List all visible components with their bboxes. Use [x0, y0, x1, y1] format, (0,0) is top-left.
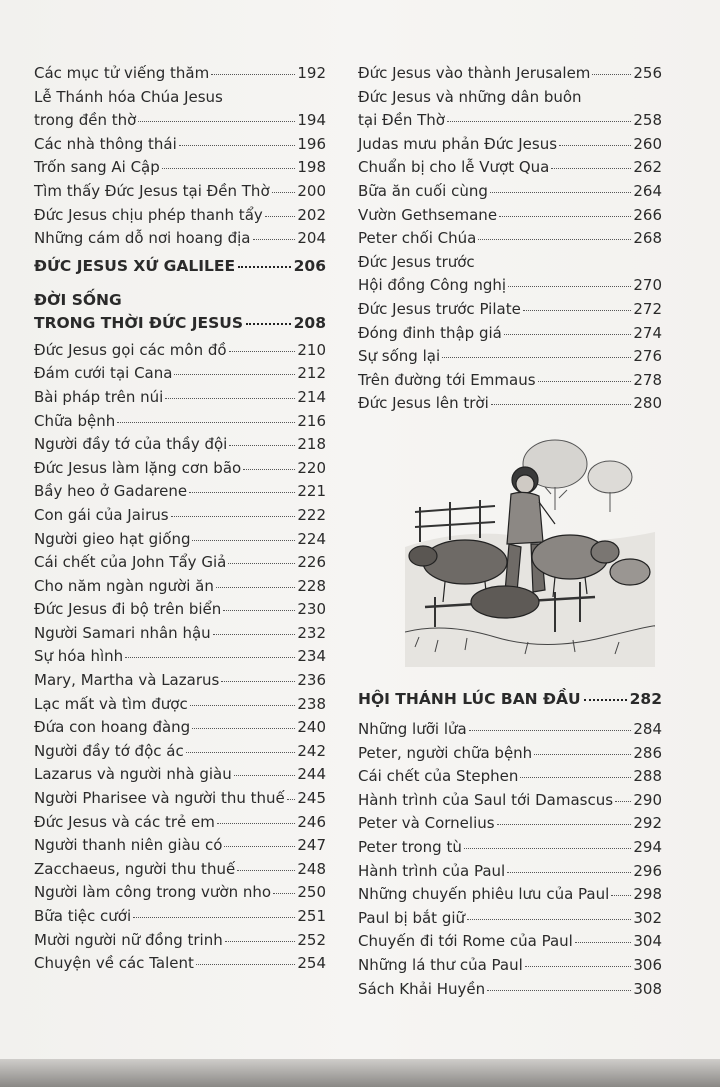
toc-entry-page: 218: [297, 435, 326, 454]
toc-entry: [358, 718, 662, 742]
toc-entry-page: 202: [297, 205, 326, 224]
toc-entry-title: Những cám dỗ nơi hoang địa: [34, 229, 251, 248]
toc-entry: [34, 457, 326, 481]
toc-entry-title: Đóng đinh thập giá: [358, 323, 502, 342]
toc-entry-page: 238: [297, 694, 326, 713]
toc-entry-title: Mary, Martha và Lazarus: [34, 671, 220, 690]
toc-entry-title: Peter trong tù: [358, 837, 462, 856]
toc-entry-title: Cái chết của John Tẩy Giả: [34, 553, 227, 572]
dot-leader: [179, 145, 296, 146]
section-page: 208: [293, 313, 326, 332]
toc-entry-title-line1: Lễ Thánh hóa Chúa Jesus: [34, 87, 223, 106]
toc-entry-page: 200: [297, 181, 326, 200]
toc-entry-title: Đức Jesus làm lặng cơn bão: [34, 458, 242, 477]
toc-entry-title: Trốn sang Ai Cập: [34, 158, 160, 177]
toc-entry-title: Hành trình của Paul: [358, 861, 506, 880]
section-page: 206: [293, 256, 326, 275]
toc-entry-page: 236: [297, 671, 326, 690]
toc-entry-page: 221: [297, 482, 326, 501]
toc-entry: [358, 765, 662, 789]
toc-entry-title-line2: Hội đồng Công nghị: [358, 276, 507, 295]
toc-entry-page: 245: [297, 789, 326, 808]
toc-entry: [358, 930, 662, 954]
toc-entry: [34, 528, 326, 552]
toc-entry-page: 220: [297, 458, 326, 477]
dot-leader: [265, 216, 296, 217]
toc-entry-page: 294: [633, 837, 662, 856]
toc-entry-title-line2: trong đền thờ: [34, 111, 137, 130]
toc-section-heading: [358, 687, 662, 711]
toc-entry-page: 254: [297, 954, 326, 973]
toc-entry: [358, 907, 662, 931]
toc-entry: [358, 954, 662, 978]
toc-entry-page: 226: [297, 553, 326, 572]
toc-entry-title: Người thanh niên giàu có: [34, 836, 223, 855]
toc-entry-page: 196: [297, 134, 326, 153]
toc-entry-title: Người đầy tớ độc ác: [34, 741, 184, 760]
toc-entry: [34, 339, 326, 363]
toc-entry-page: 234: [297, 647, 326, 666]
toc-entry-title: Zacchaeus, người thu thuế: [34, 859, 236, 878]
toc-entry-page: 284: [633, 720, 662, 738]
toc-entry: [34, 480, 326, 504]
toc-entry-page: 210: [297, 340, 326, 359]
dot-leader: [575, 942, 632, 943]
dot-leader: [229, 351, 296, 352]
toc-entry: [358, 204, 662, 228]
dot-leader: [224, 846, 295, 847]
toc-entry: [358, 298, 662, 322]
toc-entry: [358, 180, 662, 204]
dot-leader: [221, 681, 295, 682]
dot-leader: [467, 919, 631, 920]
dot-leader: [189, 492, 295, 493]
dot-leader: [246, 323, 291, 325]
toc-section-heading: [34, 289, 326, 335]
toc-entry-title: Hành trình của Saul tới Damascus: [358, 790, 614, 809]
dot-leader: [504, 334, 632, 335]
dot-leader: [525, 966, 632, 967]
toc-entry-page: 304: [633, 932, 662, 951]
toc-entry-title: Sự sống lại: [358, 347, 441, 366]
toc-entry-page: 244: [297, 765, 326, 784]
dot-leader: [125, 657, 295, 658]
toc-entry-title-line1: Đức Jesus và những dân buôn: [358, 87, 582, 106]
toc-left-column: [34, 62, 326, 976]
dot-leader: [487, 990, 631, 991]
toc-entry: [34, 386, 326, 410]
dot-leader: [162, 168, 296, 169]
toc-entry-title: Trên đường tới Emmaus: [358, 370, 536, 389]
toc-entry-title-line1: Đức Jesus trước: [358, 252, 475, 271]
toc-entry-title: Chuyến đi tới Rome của Paul: [358, 932, 573, 951]
dot-leader: [464, 848, 631, 849]
toc-entry: [358, 156, 662, 180]
toc-entry: [34, 180, 326, 204]
toc-entry: [34, 156, 326, 180]
section-title-line2: TRONG THỜI ĐỨC JESUS: [34, 313, 244, 332]
toc-entry-title: Chuyện về các Talent: [34, 954, 194, 973]
toc-entry-title: Peter chối Chúa: [358, 229, 477, 248]
dot-leader: [478, 239, 631, 240]
dot-leader: [520, 777, 631, 778]
toc-entry: [34, 62, 326, 86]
toc-entry-title: Peter, người chữa bệnh: [358, 743, 533, 762]
toc-entry-title-line2: tại Đền Thờ: [358, 111, 445, 130]
toc-entry: [34, 811, 326, 835]
toc-entry-page: 216: [297, 411, 326, 430]
dot-leader: [229, 445, 295, 446]
toc-entry-page: 194: [297, 111, 326, 130]
toc-entry-title: Peter và Cornelius: [358, 814, 495, 833]
dot-leader: [584, 699, 627, 701]
toc-entry-title: Bài pháp trên núi: [34, 387, 164, 406]
toc-entry: [358, 251, 662, 298]
dot-leader: [190, 705, 296, 706]
toc-entry-page: 252: [297, 930, 326, 949]
toc-entry-title: Những lưỡi lửa: [358, 720, 467, 738]
toc-entry-title: Sách Khải Huyền: [358, 979, 486, 998]
toc-section-heading: [34, 254, 326, 278]
dot-leader: [273, 893, 295, 894]
toc-entry: [34, 133, 326, 157]
dot-leader: [253, 239, 296, 240]
toc-entry-title: Những lá thư của Paul: [358, 955, 523, 974]
toc-entry: [358, 62, 662, 86]
toc-entry-title: Mười người nữ đồng trinh: [34, 930, 223, 949]
section-title: HỘI THÁNH LÚC BAN ĐẦU: [358, 690, 581, 708]
dot-leader: [133, 917, 295, 918]
toc-entry-title: Người gieo hạt giống: [34, 529, 191, 548]
toc-entry-page: 274: [633, 323, 662, 342]
toc-entry-page: 250: [297, 883, 326, 902]
toc-entry-page: 268: [633, 229, 662, 248]
toc-entry-page: 192: [297, 64, 326, 82]
toc-entry-page: 222: [297, 505, 326, 524]
dot-leader: [611, 895, 631, 896]
dot-leader: [174, 374, 295, 375]
toc-entry: [358, 392, 662, 416]
toc-entry-page: 262: [633, 158, 662, 177]
dot-leader: [237, 870, 295, 871]
dot-leader: [171, 516, 296, 517]
toc-entry: [34, 763, 326, 787]
toc-entry-title: Người đầy tớ của thầy đội: [34, 435, 228, 454]
toc-entry-page: 228: [297, 576, 326, 595]
toc-entry-page: 251: [297, 907, 326, 925]
toc-entry: [34, 929, 326, 953]
toc-entry: [358, 789, 662, 813]
toc-entry-title: Chuẩn bị cho lễ Vượt Qua: [358, 158, 550, 177]
toc-entry-page: 286: [633, 743, 662, 762]
page-edge-shadow: [0, 1059, 720, 1087]
toc-entry: [358, 978, 662, 1002]
dot-leader: [213, 634, 296, 635]
toc-entry-page: 290: [633, 790, 662, 809]
toc-entry: [34, 787, 326, 811]
dot-leader: [117, 422, 295, 423]
toc-entry-page: 266: [633, 205, 662, 224]
toc-entry-page: 272: [633, 299, 662, 318]
dot-leader: [225, 941, 296, 942]
toc-entry: [34, 433, 326, 457]
dot-leader: [507, 872, 631, 873]
toc-entry-page: 246: [297, 812, 326, 831]
toc-entry-page: 258: [633, 111, 662, 130]
toc-entry-page: 302: [633, 908, 662, 927]
dot-leader: [592, 74, 631, 75]
dot-leader: [490, 192, 631, 193]
toc-entry: [34, 598, 326, 622]
dot-leader: [192, 540, 295, 541]
toc-entry-title: Người Samari nhân hậu: [34, 623, 211, 642]
dot-leader: [186, 752, 296, 753]
toc-entry: [34, 504, 326, 528]
toc-entry-title: Đức Jesus gọi các môn đồ: [34, 340, 227, 359]
toc-entry-page: 270: [633, 276, 662, 295]
toc-entry-page: 264: [633, 181, 662, 200]
dot-leader: [538, 381, 632, 382]
toc-entry-title: Sự hóa hình: [34, 647, 124, 666]
toc-entry-title: Cho năm ngàn người ăn: [34, 576, 214, 595]
toc-entry-title: Đức Jesus đi bộ trên biển: [34, 600, 222, 619]
section-title-line1: ĐỜI SỐNG: [34, 290, 122, 309]
pig-herder-illustration: [405, 432, 655, 667]
dot-leader: [523, 310, 632, 311]
toc-entry-title: Đứa con hoang đàng: [34, 718, 191, 737]
toc-entry-title: Đức Jesus lên trời: [358, 394, 489, 413]
toc-entry: [34, 575, 326, 599]
toc-entry-page: 276: [633, 347, 662, 366]
toc-entry: [34, 362, 326, 386]
dot-leader: [287, 799, 296, 800]
toc-entry: [34, 740, 326, 764]
toc-entry: [34, 693, 326, 717]
toc-entry: [34, 881, 326, 905]
dot-leader: [165, 398, 295, 399]
dot-leader: [211, 74, 295, 75]
toc-entry-page: 224: [297, 529, 326, 548]
toc-entry-page: 248: [297, 859, 326, 878]
toc-entry-page: 212: [297, 364, 326, 383]
toc-entry: [34, 834, 326, 858]
toc-entry-page: 288: [633, 767, 662, 786]
section-title: ĐỨC JESUS XỨ GALILEE: [34, 256, 236, 275]
toc-entry-title: Những chuyến phiêu lưu của Paul: [358, 885, 610, 904]
toc-entry: [358, 883, 662, 907]
toc-entry: [358, 322, 662, 346]
dot-leader: [469, 730, 632, 731]
dot-leader: [216, 587, 296, 588]
toc-entry-page: 204: [297, 229, 326, 248]
dot-leader: [138, 121, 295, 122]
toc-entry-title: Người Pharisee và người thu thuế: [34, 789, 285, 808]
toc-entry-page: 298: [633, 885, 662, 904]
dot-leader: [238, 266, 291, 268]
toc-entry: [358, 345, 662, 369]
toc-entry-title: Lạc mất và tìm được: [34, 694, 188, 713]
toc-entry: [358, 133, 662, 157]
toc-entry-title: Judas mưu phản Đức Jesus: [358, 134, 558, 153]
dot-leader: [442, 357, 631, 358]
toc-entry-title: Đức Jesus trước Pilate: [358, 299, 521, 318]
dot-leader: [196, 964, 296, 965]
toc-entry-page: 214: [297, 387, 326, 406]
toc-entry-page: 247: [297, 836, 326, 855]
toc-entry: [358, 812, 662, 836]
toc-entry-page: 308: [633, 979, 662, 998]
toc-entry-page: 296: [633, 861, 662, 880]
dot-leader: [234, 775, 296, 776]
toc-entry-title: Các nhà thông thái: [34, 134, 177, 153]
toc-entry-page: 232: [297, 623, 326, 642]
toc-entry-title: Bữa ăn cuối cùng: [358, 181, 488, 200]
toc-entry-page: 198: [297, 158, 326, 177]
toc-entry: [34, 204, 326, 228]
toc-entry: [358, 860, 662, 884]
dot-leader: [223, 610, 295, 611]
toc-entry: [34, 952, 326, 976]
toc-entry-title: Lazarus và người nhà giàu: [34, 765, 232, 784]
toc-entry-title: Đám cưới tại Cana: [34, 364, 173, 383]
dot-leader: [491, 404, 632, 405]
toc-entry-page: 292: [633, 814, 662, 833]
dot-leader: [192, 728, 295, 729]
toc-entry-title: Đức Jesus vào thành Jerusalem: [358, 64, 591, 82]
toc-entry-title: Đức Jesus chịu phép thanh tẩy: [34, 205, 263, 224]
toc-entry: [358, 742, 662, 766]
toc-entry: [34, 622, 326, 646]
dot-leader: [497, 824, 632, 825]
toc-right-lower: [358, 684, 662, 1001]
toc-entry-title: Đức Jesus và các trẻ em: [34, 812, 215, 831]
toc-entry-title: Tìm thấy Đức Jesus tại Đền Thờ: [34, 181, 270, 200]
toc-entry-title: Người làm công trong vườn nho: [34, 883, 272, 902]
toc-entry-title: Bầy heo ở Gadarene: [34, 482, 188, 501]
toc-entry: [34, 645, 326, 669]
toc-entry-title: Các mục tử viếng thăm: [34, 64, 210, 82]
toc-right-column: [358, 62, 662, 416]
toc-entry-page: 280: [633, 394, 662, 413]
toc-entry: [34, 905, 326, 929]
toc-entry: [34, 858, 326, 882]
dot-leader: [447, 121, 631, 122]
toc-entry-title: Chữa bệnh: [34, 411, 116, 430]
dot-leader: [534, 754, 631, 755]
toc-entry-title: Bữa tiệc cưới: [34, 907, 132, 925]
dot-leader: [615, 801, 631, 802]
dot-leader: [272, 192, 296, 193]
toc-entry: [34, 410, 326, 434]
toc-entry-page: 256: [633, 64, 662, 82]
toc-entry: [358, 227, 662, 251]
toc-entry-page: 260: [633, 134, 662, 153]
toc-entry: [34, 227, 326, 251]
toc-entry-title: Paul bị bắt giữ: [358, 908, 466, 927]
dot-leader: [508, 286, 631, 287]
toc-entry-page: 240: [297, 718, 326, 737]
toc-entry: [358, 836, 662, 860]
dot-leader: [243, 469, 295, 470]
section-page: 282: [629, 690, 662, 708]
toc-entry: [358, 369, 662, 393]
toc-entry-title: Con gái của Jairus: [34, 505, 169, 524]
toc-entry: [34, 716, 326, 740]
dot-leader: [551, 168, 631, 169]
toc-entry-page: 242: [297, 741, 326, 760]
toc-entry-title: Cái chết của Stephen: [358, 767, 519, 786]
toc-entry-title: Vườn Gethsemane: [358, 205, 498, 224]
dot-leader: [228, 563, 295, 564]
dot-leader: [559, 145, 631, 146]
dot-leader: [499, 216, 631, 217]
toc-entry-page: 278: [633, 370, 662, 389]
toc-entry: [34, 669, 326, 693]
toc-entry: [34, 86, 326, 133]
toc-entry-page: 306: [633, 955, 662, 974]
toc-entry: [358, 86, 662, 133]
toc-entry-page: 230: [297, 600, 326, 619]
toc-entry: [34, 551, 326, 575]
dot-leader: [217, 823, 295, 824]
